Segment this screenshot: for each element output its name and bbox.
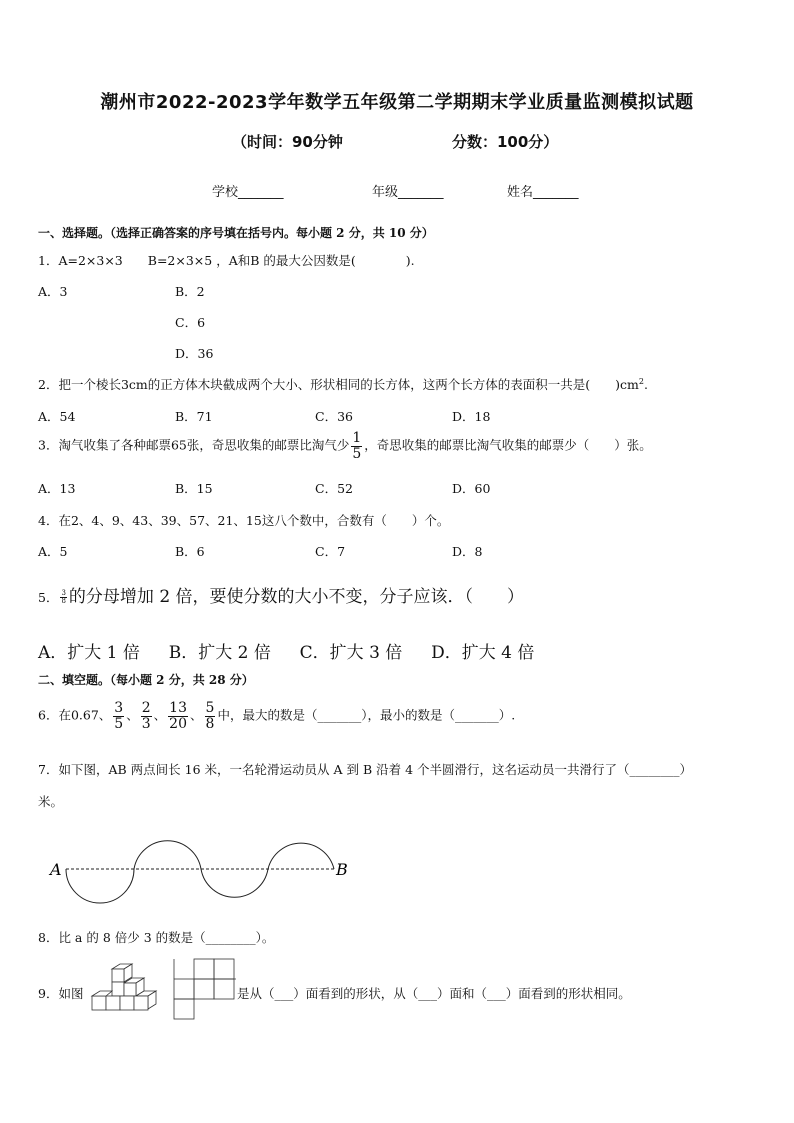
label-a: A — [50, 860, 62, 879]
three-view-grid-figure — [172, 957, 238, 1025]
q6-f4-num: 5 — [205, 700, 215, 716]
semicircle-path-diagram — [40, 825, 370, 910]
q6-f4-den: 8 — [205, 715, 215, 732]
q1-option-a[interactable]: A．3 — [38, 284, 68, 299]
semicircle-path — [66, 841, 334, 903]
q5-text: 的分母增加 2 倍，要使分数的大小不变，分子应该．（ ） — [68, 587, 525, 607]
question-3 — [38, 431, 652, 461]
q6-sep-3: 、 — [190, 707, 203, 723]
q6-fraction-3 — [168, 701, 188, 731]
q6-f1-den: 5 — [114, 715, 124, 732]
name-field[interactable]: 姓名_______ — [507, 185, 579, 200]
q3-option-c[interactable]: C．52 — [315, 481, 353, 496]
q5-frac-num: 3 — [61, 588, 66, 597]
q2-option-b[interactable]: B．71 — [175, 409, 213, 424]
q6-f2-num: 2 — [141, 700, 151, 716]
q6-post: 中，最大的数是（_______），最小的数是（_______）. — [217, 707, 516, 723]
question-8: 8．比 a 的 8 倍少 3 的数是（________）。 — [38, 930, 275, 945]
question-2 — [38, 375, 648, 393]
school-field[interactable]: 学校_______ — [212, 185, 284, 200]
q3-frac-den: 5 — [352, 445, 362, 462]
q6-f1-num: 3 — [114, 700, 124, 716]
q2-option-a[interactable]: A．54 — [38, 409, 76, 424]
exam-time: （时间：90分钟 — [232, 133, 343, 151]
q2-unit-sup: 2 — [638, 376, 644, 386]
q6-pre: 6．在0.67、 — [38, 707, 112, 723]
q2-tail: . — [643, 377, 648, 392]
q3-pre: 3．淘气收集了各种邮票65张，奇思收集的邮票比淘气少 — [38, 437, 350, 453]
q5-frac-den: 8 — [61, 597, 66, 605]
q3-post: ，奇思收集的邮票比淘气收集的邮票少（ ）张。 — [364, 437, 652, 453]
q6-f3-num: 13 — [169, 700, 187, 716]
question-5 — [38, 582, 524, 607]
q6-sep-2: 、 — [153, 707, 167, 723]
question-6 — [38, 701, 515, 731]
q5-option-d[interactable]: D．扩大 4 倍 — [431, 643, 535, 663]
q3-fraction — [351, 431, 362, 461]
q5-option-a[interactable]: A．扩大 1 倍 — [38, 643, 140, 663]
q5-fraction — [60, 590, 66, 606]
q3-option-b[interactable]: B．15 — [175, 481, 213, 496]
q5-number: 5． — [38, 590, 59, 605]
grade-field[interactable]: 年级_______ — [372, 185, 444, 200]
question-9-pre: 9．如图 — [38, 986, 84, 1001]
q2-option-c[interactable]: C．36 — [315, 409, 353, 424]
q6-fraction-4 — [205, 701, 216, 731]
q6-sep-1: 、 — [126, 707, 139, 723]
q1-option-b[interactable]: B．2 — [175, 284, 205, 299]
question-1: 1．A=2×3×3 B=2×3×5 ，A和B 的最大公因数是( ). — [38, 253, 415, 268]
q5-options — [38, 638, 534, 663]
question-7-line-2: 米。 — [38, 794, 64, 809]
q5-option-b[interactable]: B．扩大 2 倍 — [168, 643, 271, 663]
q2-option-d[interactable]: D．18 — [452, 409, 491, 424]
q6-f3-den: 20 — [169, 715, 187, 732]
section-choice-heading: 一、选择题。（选择正确答案的序号填在括号内。每小题 2 分，共 10 分） — [38, 226, 434, 240]
q3-frac-num: 1 — [352, 430, 362, 446]
q1-option-d[interactable]: D．36 — [175, 346, 214, 361]
exam-score: 分数：100分） — [452, 133, 559, 151]
section-fill-heading: 二、填空题。（每小题 2 分，共 28 分） — [38, 673, 254, 687]
q2-text: 2．把一个棱长3cm的正方体木块截成两个大小、形状相同的长方体，这两个长方体的表面积一共是( )cm — [38, 377, 639, 392]
q4-option-a[interactable]: A．5 — [38, 544, 68, 559]
q6-f2-den: 3 — [141, 715, 151, 732]
q4-option-d[interactable]: D．8 — [452, 544, 483, 559]
q6-fraction-1 — [113, 701, 124, 731]
question-9-post: 是从（___）面看到的形状，从（___）面和（___）面看到的形状相同。 — [237, 986, 631, 1001]
question-7-line-1: 7．如下图，AB 两点间长 16 米，一名轮滑运动员从 A 到 B 沿着 4 个半圆滑行，这名运动员一共滑行了（________） — [38, 762, 692, 777]
page-title: 潮州市2022-2023学年数学五年级第二学期期末学业质量监测模拟试题 — [100, 92, 694, 113]
q6-fraction-2 — [141, 701, 152, 731]
cube-stack-figure — [90, 963, 162, 1019]
q4-option-b[interactable]: B．6 — [175, 544, 205, 559]
q3-option-a[interactable]: A．13 — [38, 481, 76, 496]
question-4: 4．在2、4、9、43、39、57、21、15这八个数中，合数有（ ）个。 — [38, 513, 450, 528]
q1-option-c[interactable]: C．6 — [175, 315, 206, 330]
q4-option-c[interactable]: C．7 — [315, 544, 346, 559]
q3-option-d[interactable]: D．60 — [452, 481, 491, 496]
q5-option-c[interactable]: C．扩大 3 倍 — [299, 643, 403, 663]
label-b: B — [336, 860, 348, 879]
